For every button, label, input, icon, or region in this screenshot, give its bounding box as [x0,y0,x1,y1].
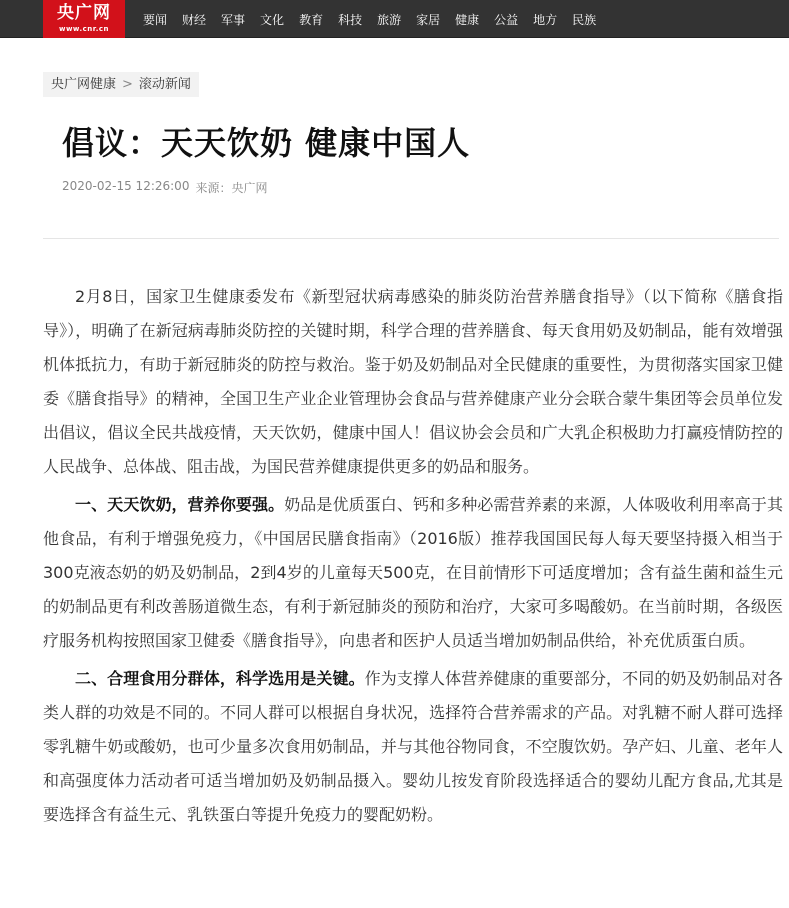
publish-datetime: 2020-02-15 12:26:00 [62,179,190,193]
nav-item-home[interactable]: 家居 [416,12,441,27]
nav-item-finance[interactable]: 财经 [182,12,207,27]
article-meta [62,179,267,196]
breadcrumb [43,72,199,97]
nav-item-health[interactable]: 健康 [455,12,480,27]
nav-item-tech[interactable]: 科技 [338,12,363,27]
logo-text: 央广网 [57,3,111,23]
nav-item-education[interactable]: 教育 [299,12,324,27]
nav-item-news[interactable]: 要闻 [143,12,168,27]
nav-item-ethnic[interactable]: 民族 [572,12,597,27]
paragraph-section-2 [43,662,783,832]
nav-item-culture[interactable]: 文化 [260,12,285,27]
divider [43,238,779,239]
nav-item-local[interactable]: 地方 [533,12,558,27]
section-2-text: 作为支撑人体营养健康的重要部分，不同的奶及奶制品对各类人群的功效是不同的。不同人群可以根据自身状况，选择符合营养需求的产品。对乳糖不耐人群可选择零乳糖牛奶或酸奶，也可少量多次食用奶制品，并与其他谷物同食，不空腹饮奶。孕产妇、儿童、老年人和高强度体力活动者可适当增加奶及奶制品摄入。婴幼儿按发育阶段选择适合的婴幼儿配方食品,尤其是要选择含有益生元、乳铁蛋白等提升免疫力的婴配奶粉。 [43,669,783,824]
article-title: 倡议：天天饮奶 健康中国人 [62,124,471,162]
nav-item-travel[interactable]: 旅游 [377,12,402,27]
article-source: 来源：央广网 [195,181,268,195]
logo-url: www.cnr.cn [59,25,109,33]
section-2-heading: 二、合理食用分群体，科学选用是关键。 [75,669,365,688]
cnr-logo[interactable] [43,0,125,38]
breadcrumb-current[interactable]: 滚动新闻 [138,77,191,92]
article-body [43,280,783,836]
paragraph-section-1 [43,488,783,658]
nav-item-military[interactable]: 军事 [221,12,246,27]
breadcrumb-home[interactable]: 央广网健康 [51,77,117,92]
breadcrumb-separator: > [122,77,133,92]
paragraph-intro: 2月8日，国家卫生健康委发布《新型冠状病毒感染的肺炎防治营养膳食指导》（以下简称《膳食指导》），明确了在新冠病毒肺炎防控的关键时期，科学合理的营养膳食、每天食用奶及奶制品，能有效增强机体抵抗力，有助于新冠肺炎的防控与救治。鉴于奶及奶制品对全民健康的重要性，为贯彻落实国家卫健委《膳食指导》的精神，全国卫生产业企业管理协会食品与营养健康产业分会联合蒙牛集团等会员单位发出倡议，倡议全民共战疫情，天天饮奶，健康中国人！倡议协会会员和广大乳企积极助力打赢疫情防控的人民战争、总体战、阻击战，为国民营养健康提供更多的奶品和服务。 [43,287,783,476]
section-1-heading: 一、天天饮奶，营养你要强。 [75,495,285,514]
top-nav-bar [0,0,789,38]
nav-item-charity[interactable]: 公益 [494,12,519,27]
nav-menu [143,0,611,38]
section-1-text: 奶品是优质蛋白、钙和多种必需营养素的来源，人体吸收利用率高于其他食品，有利于增强免疫力，《中国居民膳食指南》（2016版）推荐我国国民每人每天要坚持摄入相当于300克液态奶的奶及奶制品，2到4岁的儿童每天500克，在目前情形下可适度增加；含有益生菌和益生元的奶制品更有利改善肠道微生态，有利于新冠肺炎的预防和治疗，大家可多喝酸奶。在当前时期，各级医疗服务机构按照国家卫健委《膳食指导》，向患者和医护人员适当增加奶制品供给，补充优质蛋白质。 [43,495,783,650]
